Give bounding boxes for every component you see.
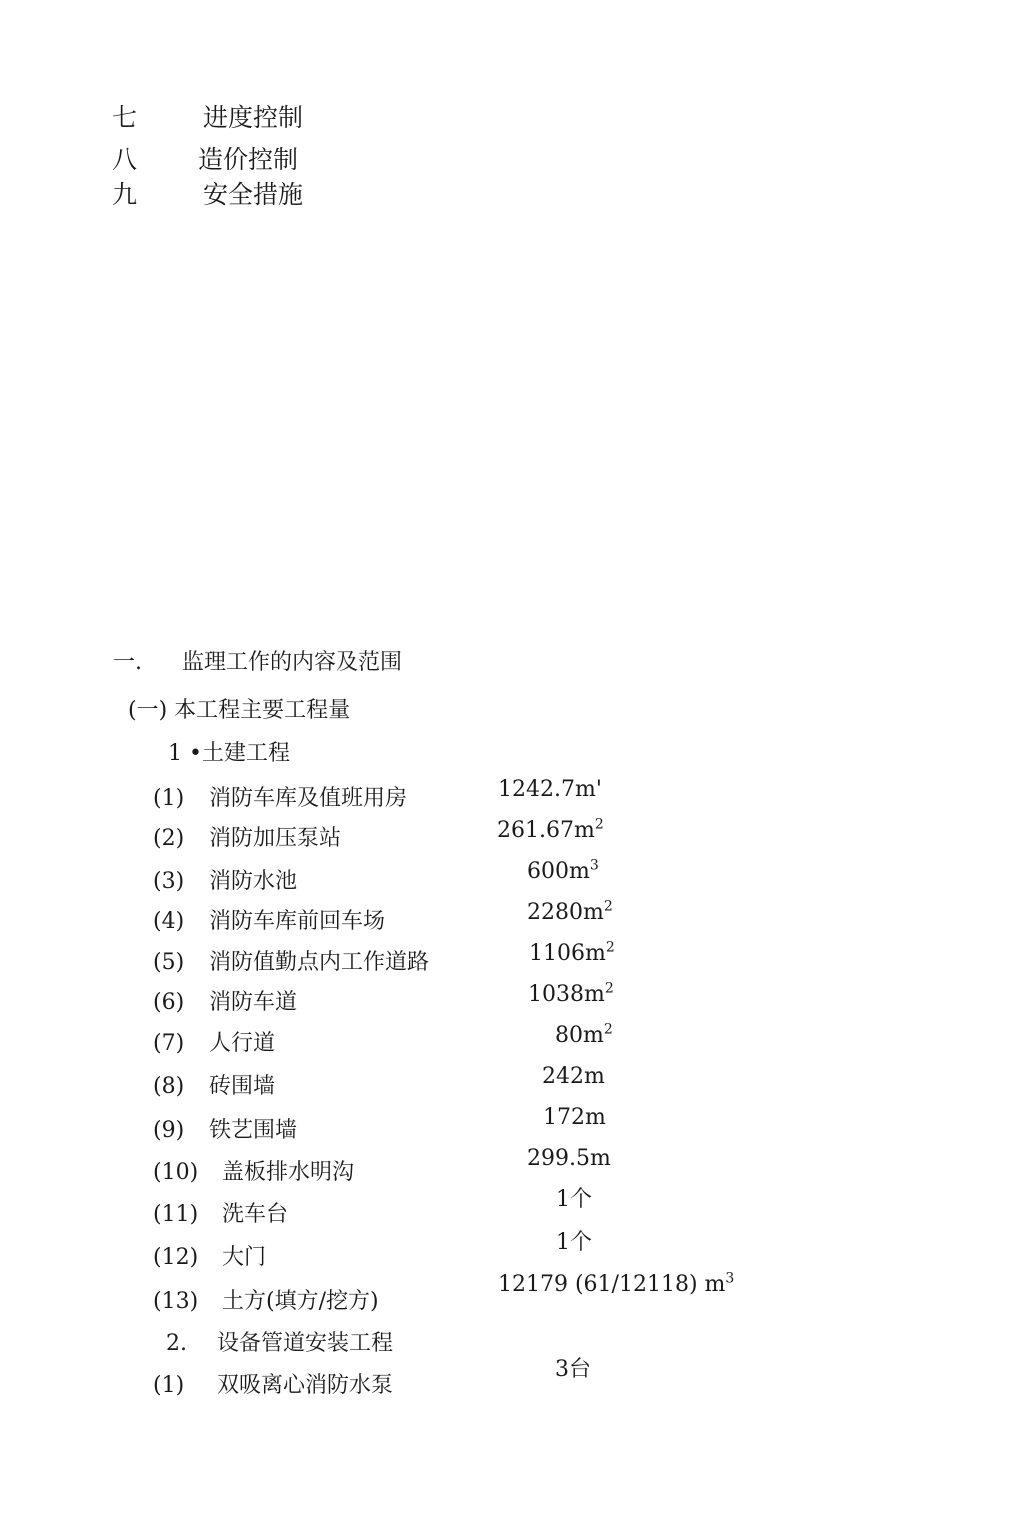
toc-item-title: 安全措施 (203, 180, 304, 209)
item-number: (10) (153, 1160, 199, 1185)
item-label: 双吸离心消防水泵 (217, 1373, 394, 1398)
item-quantity: $261.67m^2$ (497, 816, 604, 843)
item-label: 土方(填方/挖方) (222, 1289, 379, 1314)
item-label: 人行道 (209, 1031, 276, 1056)
item-label: 消防值勤点内工作道路 (209, 950, 430, 975)
item-quantity: $1038m^2$ (528, 980, 614, 1007)
item-label: 砖围墙 (209, 1074, 276, 1099)
section-heading (113, 648, 142, 678)
item-number: (7) (153, 1031, 185, 1056)
item-number: (4) (153, 909, 185, 934)
toc-item-title: 造价控制 (198, 145, 299, 174)
item-label: 消防水池 (209, 869, 298, 894)
item-quantity: 1个 (556, 1230, 592, 1255)
item-number: (9) (153, 1118, 185, 1143)
section-title: 监理工作的内容及范围 (182, 650, 403, 675)
item-quantity: 172m (543, 1105, 606, 1130)
item-label: 洗车台 (222, 1202, 289, 1227)
item-quantity: 299.5m (527, 1146, 611, 1171)
item-label: 消防车库及值班用房 (209, 786, 408, 811)
group-heading: 1 •土建工程 (168, 741, 290, 766)
item-number: (6) (153, 990, 185, 1015)
toc-item-title: 进度控制 (203, 103, 304, 132)
item-number: (2) (153, 826, 185, 851)
item-number: (8) (153, 1074, 185, 1099)
item-number: (11) (153, 1202, 199, 1227)
toc-item-number: 七 (112, 103, 138, 132)
group-number: 2. (166, 1331, 187, 1356)
item-quantity: $600m^3$ (527, 857, 599, 884)
item-label: 消防加压泵站 (209, 826, 342, 851)
item-quantity: 1个 (556, 1187, 592, 1212)
item-label: 铁艺围墙 (209, 1118, 298, 1143)
toc-item-number: 九 (112, 180, 138, 209)
toc-item-number: 八 (112, 145, 138, 174)
item-number: (3) (153, 869, 185, 894)
subsection-heading: (一) 本工程主要工程量 (128, 698, 351, 723)
item-label: 消防车库前回车场 (209, 909, 386, 934)
item-number: (1) (153, 786, 185, 811)
item-label: 盖板排水明沟 (222, 1160, 355, 1185)
item-quantity: $80m^2$ (555, 1021, 613, 1048)
group-title: 设备管道安装工程 (217, 1331, 394, 1356)
item-number: (13) (153, 1289, 199, 1314)
item-quantity: 242m (542, 1064, 605, 1089)
item-number: (12) (153, 1245, 199, 1270)
item-quantity: 3台 (555, 1357, 591, 1382)
item-label: 大门 (222, 1245, 267, 1270)
item-quantity: 1242.7m' (498, 777, 602, 802)
item-quantity: $1106m^2$ (529, 939, 615, 966)
item-number: (1) (153, 1373, 185, 1398)
item-label: 消防车道 (209, 990, 298, 1015)
item-quantity: 12179 (61/12118) $m^3$ (498, 1270, 735, 1297)
section-number: 一. (113, 650, 142, 675)
item-quantity: $2280m^2$ (527, 898, 613, 925)
item-number: (5) (153, 950, 185, 975)
